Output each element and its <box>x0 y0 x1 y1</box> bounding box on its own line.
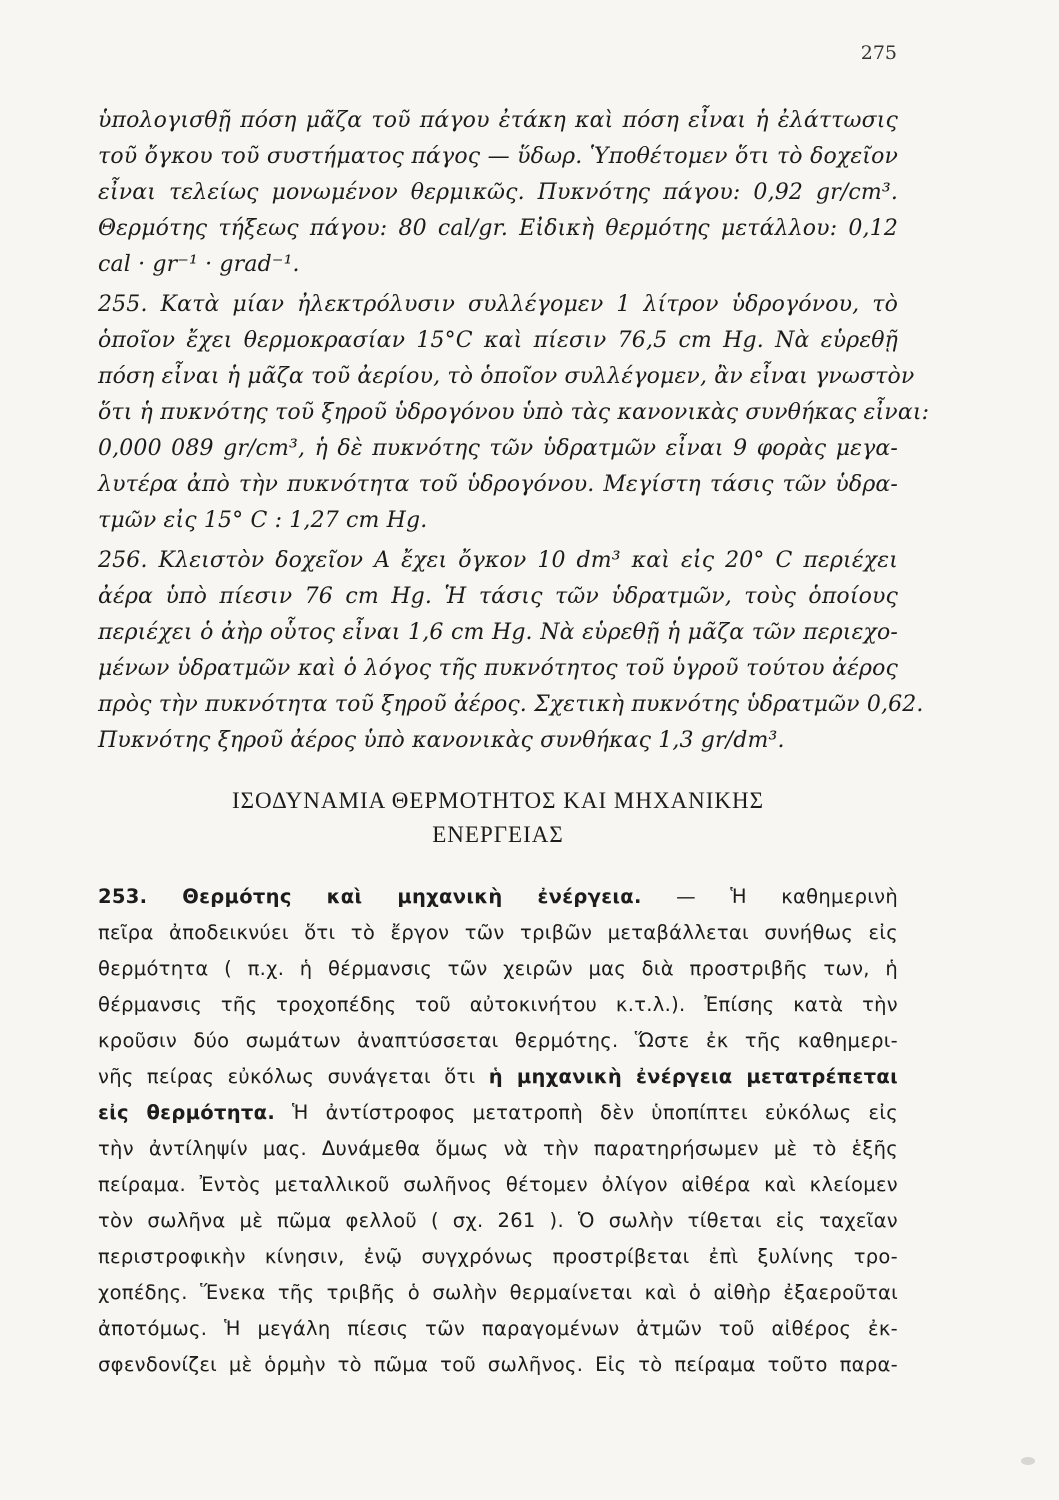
text-line: ὅτι ἡ πυκνότης τοῦ ξηροῦ ὑδρογόνου ὑπὸ τὰς κανονικὰς συνθήκας εἶναι: <box>98 400 930 425</box>
text-line: εἶναι τελείως μονωμένον θερμικῶς. Πυκνότης πάγου: 0,92 gr/cm³. <box>98 180 898 205</box>
text-line: πείραμα. Ἐντὸς μεταλλικοῦ σωλῆνος θέτομεν ὀλίγον αἰθέρα καὶ κλείομεν <box>98 1173 898 1196</box>
text-span: νῆς πείρας εὐκόλως συνάγεται ὅτι <box>98 1065 489 1088</box>
paper-stain <box>1021 1457 1035 1465</box>
page-number: 275 <box>860 42 897 64</box>
problem-255-line: 255. Κατὰ μίαν ἠλεκτρόλυσιν συλλέγομεν 1 λίτρον ὑδρογόνου, τὸ <box>98 292 898 317</box>
text-line: θερμότητα ( π.χ. ἡ θέρμανσις τῶν χειρῶν μας διὰ προστριβῆς των, ἡ <box>98 957 898 980</box>
section-heading: ΙΣΟΔΥΝΑΜΙΑ ΘΕΡΜΟΤΗΤΟΣ ΚΑΙ ΜΗΧΑΝΙΚΗΣ <box>231 788 765 813</box>
text-line: περιέχει ὁ ἀὴρ οὗτος εἶναι 1,6 cm Hg. Νὰ εὑρεθῇ ἡ μᾶζα τῶν περιεχο- <box>98 620 898 645</box>
text-line: ἀέρα ὑπὸ πίεσιν 76 cm Hg. Ἡ τάσις τῶν ὑδρατμῶν, τοὺς ὁποίους <box>98 584 898 609</box>
text-line: μένων ὑδρατμῶν καὶ ὁ λόγος τῆς πυκνότητος τοῦ ὑγροῦ τούτου ἀέρος <box>98 656 898 681</box>
text-line: πρὸς τὴν πυκνότητα τοῦ ξηροῦ ἀέρος. Σχετικὴ πυκνότης ὑδρατμῶν 0,62. <box>98 692 924 717</box>
text-line: Πυκνότης ξηροῦ ἀέρος ὑπὸ κανονικὰς συνθήκας 1,3 gr/dm³. <box>98 728 785 753</box>
text-line: τοῦ ὄγκου τοῦ συστήματος πάγος — ὕδωρ. Ὑποθέτομεν ὅτι τὸ δοχεῖον <box>98 144 898 169</box>
text-line: τμῶν εἰς 15° C : 1,27 cm Hg. <box>98 508 428 533</box>
text-line: Θερμότης τήξεως πάγου: 80 cal/gr. Εἰδικὴ θερμότης μετάλλου: 0,12 <box>98 216 898 241</box>
text-span: Ἡ ἀντίστροφος μετατροπὴ δὲν ὑποπίπτει εὐκόλως εἰς <box>275 1101 898 1124</box>
text-line: πόση εἶναι ἡ μᾶζα τοῦ ἀερίου, τὸ ὁποῖον συλλέγομεν, ἂν εἶναι γνωστὸν <box>98 364 915 389</box>
text-line: ὑπολογισθῇ πόση μᾶζα τοῦ πάγου ἐτάκη καὶ πόση εἶναι ἡ ἐλάττωσις <box>98 108 898 133</box>
text-line: 0,000 089 gr/cm³, ἡ δὲ πυκνότης τῶν ὑδρατμῶν εἶναι 9 φορὰς μεγα- <box>98 436 898 461</box>
text-line: σφενδονίζει μὲ ὁρμὴν τὸ πῶμα τοῦ σωλῆνος. Εἰς τὸ πείραμα τοῦτο παρα- <box>98 1353 898 1376</box>
text-line: περιστροφικὴν κίνησιν, ἐνῷ συγχρόνως προστρίβεται ἐπὶ ξυλίνης τρο- <box>98 1245 898 1268</box>
section-heading-line2: ΕΝΕΡΓΕΙΑΣ <box>432 822 564 847</box>
text-line: λυτέρα ἀπὸ τὴν πυκνότητα τοῦ ὑδρογόνου. Μεγίστη τάσις τῶν ὑδρα- <box>98 472 898 497</box>
text-line <box>98 1098 898 1128</box>
text-line <box>98 1062 898 1092</box>
problem-256-line: 256. Κλειστὸν δοχεῖον Α ἔχει ὄγκον 10 dm³ καὶ εἰς 20° C περιέχει <box>98 548 898 573</box>
text-line: χοπέδης. Ἕνεκα τῆς τριβῆς ὁ σωλὴν θερμαίνεται καὶ ὁ αἰθὴρ ἐξαεροῦται <box>98 1281 898 1304</box>
text-line: κροῦσιν δύο σωμάτων ἀναπτύσσεται θερμότης. Ὥστε ἐκ τῆς καθημερι- <box>98 1029 898 1052</box>
text-line: ἀποτόμως. Ἡ μεγάλη πίεσις τῶν παραγομένων ἀτμῶν τοῦ αἰθέρος ἐκ- <box>98 1317 898 1340</box>
text-span: — Ἡ καθημερινὴ <box>641 885 899 908</box>
text-line: τὴν ἀντίληψίν μας. Δυνάμεθα ὅμως νὰ τὴν παρατηρήσωμεν μὲ τὸ ἑξῆς <box>98 1137 898 1160</box>
text-line: θέρμανσις τῆς τροχοπέδης τοῦ αὐτοκινήτου κ.τ.λ.). Ἐπίσης κατὰ τὴν <box>98 993 898 1016</box>
paragraph-253-line <box>98 882 898 912</box>
text-line: cal · gr⁻¹ · grad⁻¹. <box>98 252 300 277</box>
bold-statement: ἡ μηχανικὴ ἐνέργεια μετατρέπεται <box>488 1065 898 1088</box>
text-line: τὸν σωλῆνα μὲ πῶμα φελλοῦ ( σχ. 261 ). Ὁ σωλὴν τίθεται εἰς ταχεῖαν <box>98 1209 898 1232</box>
bold-statement: εἰς θερμότητα. <box>98 1101 276 1124</box>
paragraph-title: 253. Θερμότης καὶ μηχανικὴ ἐνέργεια. <box>98 885 642 908</box>
text-line: πεῖρα ἀποδεικνύει ὅτι τὸ ἔργον τῶν τριβῶν μεταβάλλεται συνήθως εἰς <box>98 921 898 944</box>
text-line: ὁποῖον ἔχει θερμοκρασίαν 15°C καὶ πίεσιν 76,5 cm Hg. Νὰ εὑρεθῇ <box>98 328 898 353</box>
